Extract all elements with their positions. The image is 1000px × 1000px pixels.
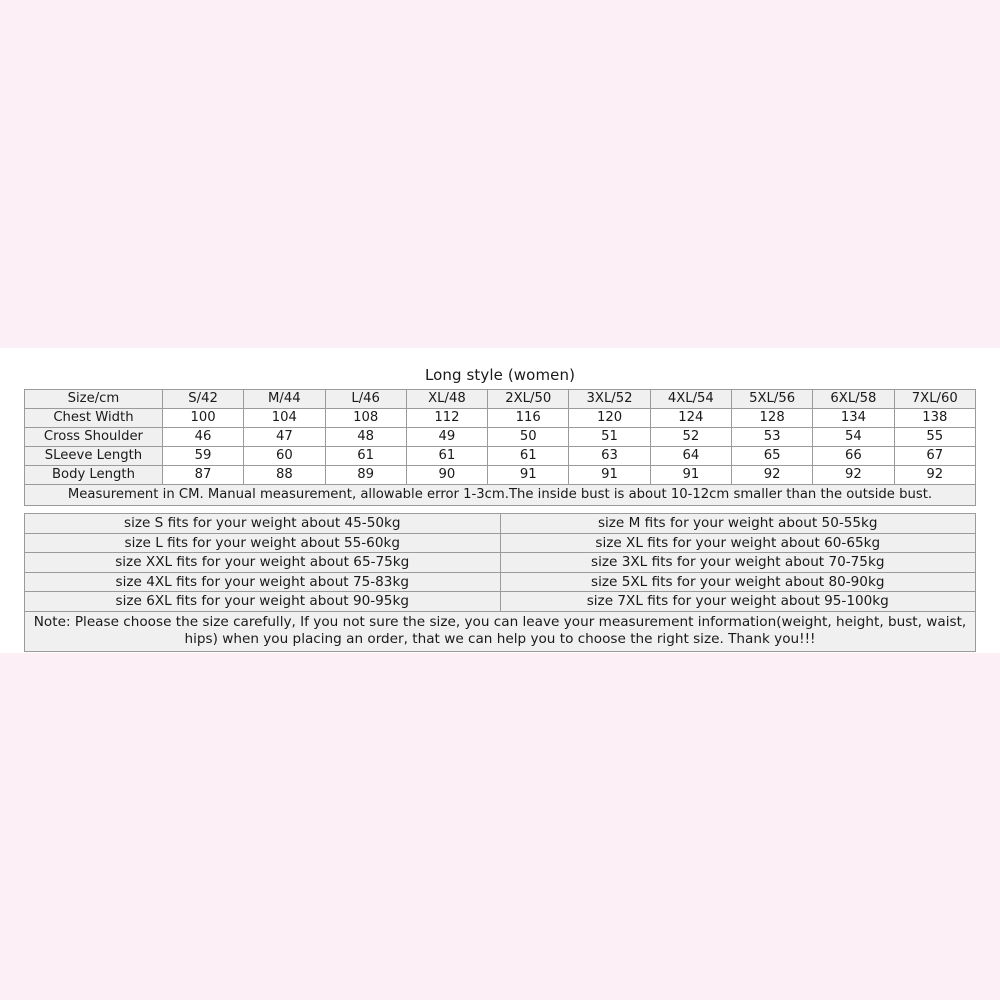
cell: 61 [406,447,487,466]
weight-guide-cell: size XL fits for your weight about 60-65kg [500,533,976,553]
cell: 124 [650,409,731,428]
cell: 63 [569,447,650,466]
list-item [25,572,976,592]
cell: 64 [650,447,731,466]
measurement-note: Measurement in CM. Manual measurement, allowable error 1-3cm.The inside bust is about 10-12cm smaller than the outside bust. [25,485,976,506]
final-note-row [25,611,976,651]
row-label-body-length: Body Length [25,466,163,485]
final-note: Note: Please choose the size carefully, If you not sure the size, you can leave your measurement information(weight, height, bust, waist, hips) when you placing an order, that we can help you to choose the right size. Thank you!!! [25,611,976,651]
header-cell-m: M/44 [244,390,325,409]
size-chart-content [24,363,976,652]
header-cell-7xl: 7XL/60 [894,390,975,409]
measurement-note-row [25,485,976,506]
cell: 87 [162,466,243,485]
cell: 91 [650,466,731,485]
header-cell-xl: XL/48 [406,390,487,409]
header-cell-6xl: 6XL/58 [813,390,894,409]
weight-guide-cell: size 4XL fits for your weight about 75-83kg [25,572,501,592]
cell: 91 [569,466,650,485]
cell: 60 [244,447,325,466]
row-label-cross-shoulder: Cross Shoulder [25,428,163,447]
cell: 128 [731,409,812,428]
weight-guide-cell: size XXL fits for your weight about 65-75kg [25,553,501,573]
header-cell-s: S/42 [162,390,243,409]
cell: 120 [569,409,650,428]
weight-guide-cell: size L fits for your weight about 55-60kg [25,533,501,553]
cell: 88 [244,466,325,485]
cell: 138 [894,409,975,428]
cell: 66 [813,447,894,466]
cell: 89 [325,466,406,485]
cell: 104 [244,409,325,428]
cell: 108 [325,409,406,428]
table-row [25,447,976,466]
cell: 48 [325,428,406,447]
weight-guide-cell: size S fits for your weight about 45-50kg [25,514,501,534]
cell: 92 [813,466,894,485]
table-row [25,428,976,447]
row-label-sleeve-length: SLeeve Length [25,447,163,466]
table-row [25,466,976,485]
cell: 65 [731,447,812,466]
cell: 46 [162,428,243,447]
cell: 49 [406,428,487,447]
cell: 50 [488,428,569,447]
cell: 52 [650,428,731,447]
weight-guide-cell: size 6XL fits for your weight about 90-95kg [25,592,501,612]
cell: 61 [488,447,569,466]
cell: 91 [488,466,569,485]
cell: 59 [162,447,243,466]
header-cell-size: Size/cm [25,390,163,409]
list-item [25,514,976,534]
weight-guide-table [24,513,976,652]
header-cell-4xl: 4XL/54 [650,390,731,409]
table-spacer [24,506,976,513]
weight-guide-cell: size M fits for your weight about 50-55kg [500,514,976,534]
chart-title: Long style (women) [424,366,576,384]
header-cell-3xl: 3XL/52 [569,390,650,409]
measurement-table [24,389,976,506]
table-row [25,409,976,428]
header-cell-2xl: 2XL/50 [488,390,569,409]
cell: 67 [894,447,975,466]
weight-guide-cell: size 3XL fits for your weight about 70-75kg [500,553,976,573]
cell: 55 [894,428,975,447]
cell: 116 [488,409,569,428]
header-cell-l: L/46 [325,390,406,409]
cell: 100 [162,409,243,428]
cell: 53 [731,428,812,447]
table-header-row [25,390,976,409]
header-cell-5xl: 5XL/56 [731,390,812,409]
weight-guide-cell: size 5XL fits for your weight about 80-90kg [500,572,976,592]
row-label-chest-width: Chest Width [25,409,163,428]
list-item [25,553,976,573]
cell: 92 [894,466,975,485]
cell: 54 [813,428,894,447]
cell: 47 [244,428,325,447]
cell: 61 [325,447,406,466]
cell: 112 [406,409,487,428]
list-item [25,592,976,612]
cell: 92 [731,466,812,485]
cell: 90 [406,466,487,485]
cell: 134 [813,409,894,428]
cell: 51 [569,428,650,447]
weight-guide-cell: size 7XL fits for your weight about 95-100kg [500,592,976,612]
list-item [25,533,976,553]
